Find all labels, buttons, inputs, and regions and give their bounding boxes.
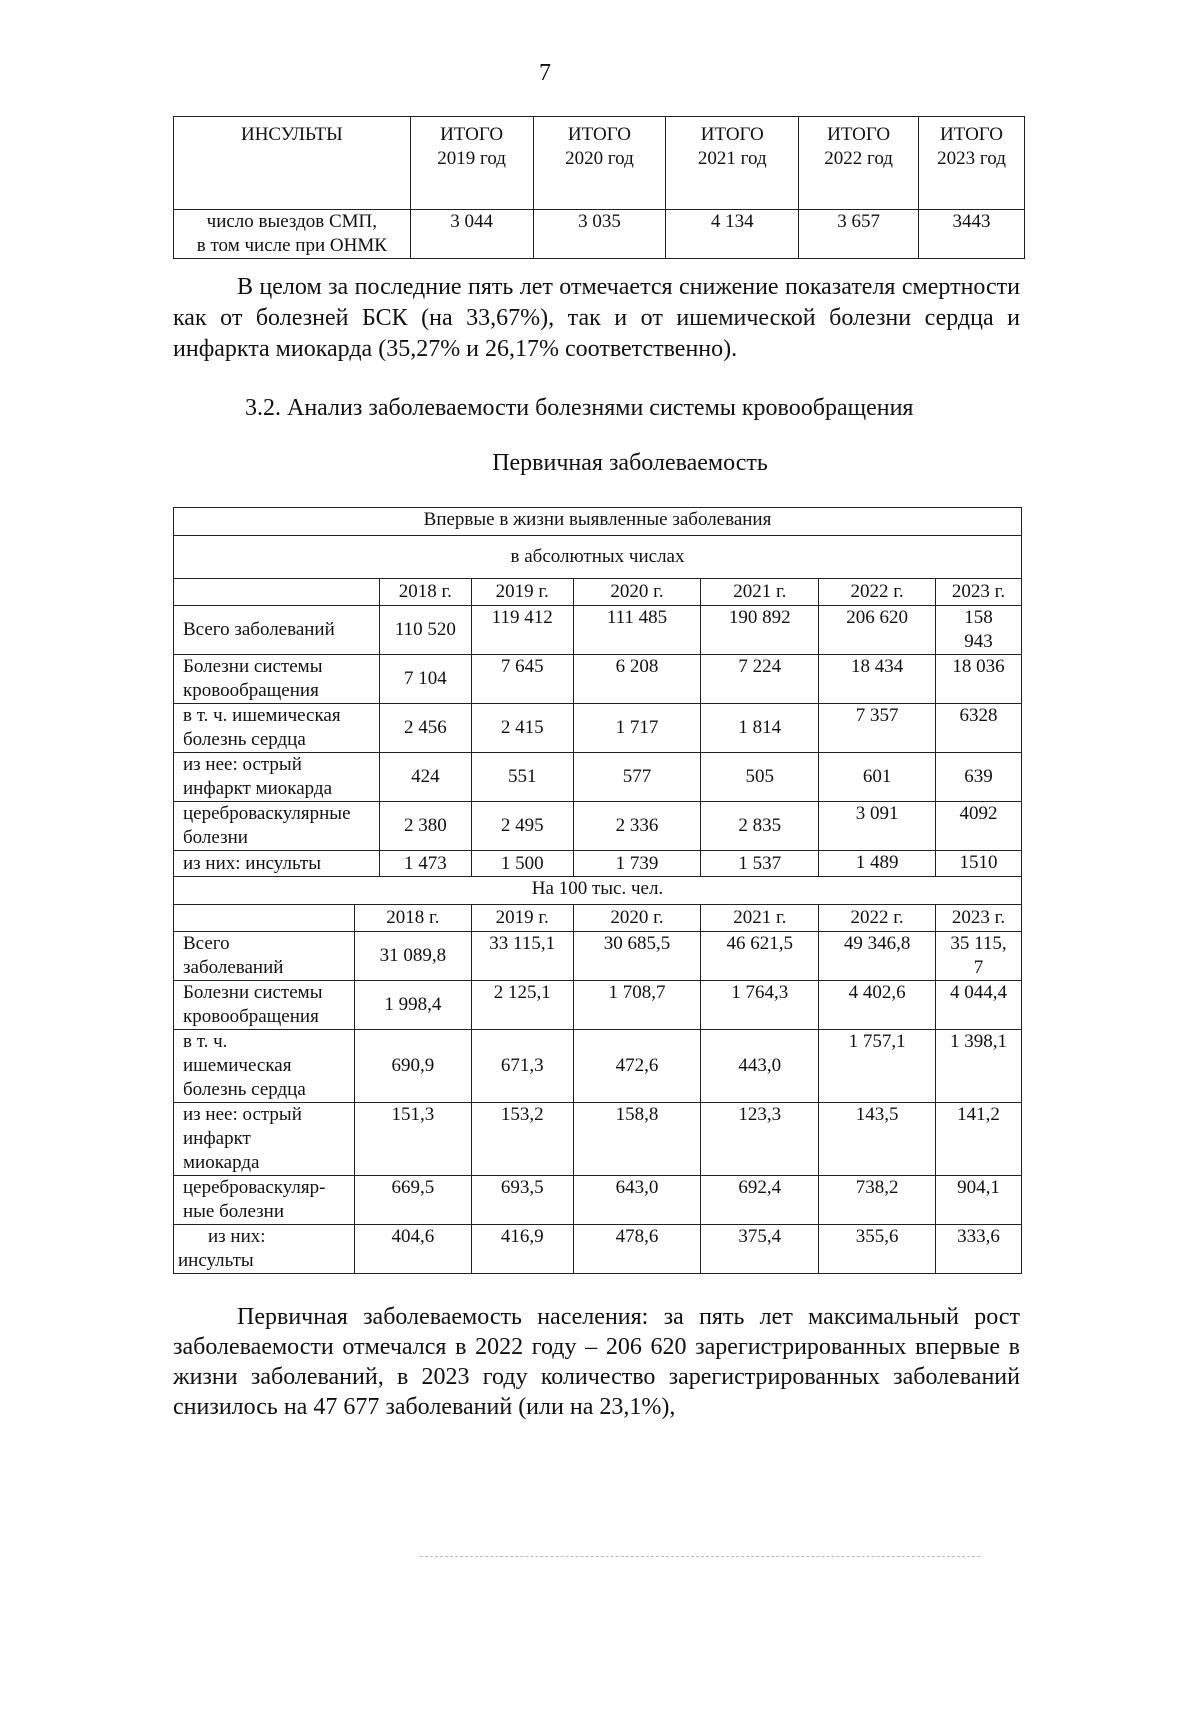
- table-row: [174, 655, 1022, 704]
- value-cell: 1 537: [701, 851, 819, 877]
- value-cell: 1 998,4: [354, 981, 471, 1030]
- table-row: [174, 1176, 1022, 1225]
- value-cell: 472,6: [573, 1030, 701, 1103]
- year-header: 2022 г.: [819, 579, 936, 606]
- value-cell: 2 835: [701, 802, 819, 851]
- table-row: [174, 704, 1022, 753]
- value-cell: 4 134: [666, 210, 799, 259]
- value-cell: 49 346,8: [819, 932, 936, 981]
- year-header: 2020 г.: [573, 905, 701, 932]
- table-row: [174, 753, 1022, 802]
- value-cell: 1 717: [573, 704, 701, 753]
- table-row: [174, 606, 1022, 655]
- value-cell: 110 520: [379, 606, 471, 655]
- primary-morbidity-table: [173, 507, 1022, 1274]
- year-header: 2021 г.: [701, 905, 819, 932]
- row-label: число выездов СМП, в том числе при ОНМК: [174, 210, 411, 259]
- value-cell: 18 036: [936, 655, 1022, 704]
- value-cell: 690,9: [354, 1030, 471, 1103]
- empty-cell: [174, 579, 380, 606]
- value-cell: 46 621,5: [701, 932, 819, 981]
- year-header: 2021 г.: [701, 579, 819, 606]
- value-cell: 3 035: [533, 210, 666, 259]
- value-cell: 33 115,1: [471, 932, 573, 981]
- value-cell: 206 620: [819, 606, 936, 655]
- year-header: 2020 г.: [573, 579, 701, 606]
- row-label: Болезни системы кровообращения: [174, 981, 355, 1030]
- value-cell: 375,4: [701, 1225, 819, 1274]
- year-header: 2019 г.: [471, 905, 573, 932]
- value-cell: 577: [573, 753, 701, 802]
- value-cell: 151,3: [354, 1103, 471, 1176]
- value-cell: 904,1: [936, 1176, 1022, 1225]
- subheading: Первичная заболеваемость: [492, 450, 768, 476]
- value-cell: 111 485: [573, 606, 701, 655]
- value-cell: 1 708,7: [573, 981, 701, 1030]
- value-cell: 2 125,1: [471, 981, 573, 1030]
- row-label: в т. ч. ишемическая болезнь сердца: [174, 1030, 355, 1103]
- value-cell: 119 412: [471, 606, 573, 655]
- row-label: из нее: острый инфаркт миокарда: [174, 753, 380, 802]
- value-cell: 7 224: [701, 655, 819, 704]
- value-cell: 669,5: [354, 1176, 471, 1225]
- paragraph-mortality: В целом за последние пять лет отмечается снижение показателя смертности как от болезней БСК (на 33,67%), так и от ишемической болезни сердца и инфаркта миокарда (35,27% и 26,17% соответственно).: [173, 274, 1020, 362]
- paragraph-primary-morbidity: Первичная заболеваемость населения: за пять лет максимальный рост заболеваемости отмечался в 2022 году – 206 620 зарегистрированных впервые в жизни заболеваний, в 2023 году количество зарегистрированных заболеваний снизилось на 47 677 заболеваний (или на 23,1%),: [173, 1304, 1020, 1420]
- value-cell: 2 495: [471, 802, 573, 851]
- value-cell: 123,3: [701, 1103, 819, 1176]
- table-row: [174, 851, 1022, 877]
- year-header: 2018 г.: [354, 905, 471, 932]
- value-cell: 333,6: [936, 1225, 1022, 1274]
- row-label: цереброваскуляр- ные болезни: [174, 1176, 355, 1225]
- value-cell: 158,8: [573, 1103, 701, 1176]
- value-cell: 738,2: [819, 1176, 936, 1225]
- value-cell: 190 892: [701, 606, 819, 655]
- value-cell: 692,4: [701, 1176, 819, 1225]
- table-row: [174, 1030, 1022, 1103]
- empty-cell: [174, 905, 355, 932]
- value-cell: 158 943: [936, 606, 1022, 655]
- row-label: из них: инсульты: [174, 1225, 355, 1274]
- year-header: 2023 г.: [936, 905, 1022, 932]
- value-cell: 1 500: [471, 851, 573, 877]
- value-cell: 4 044,4: [936, 981, 1022, 1030]
- year-header: 2022 г.: [819, 905, 936, 932]
- row-label: Всего заболеваний: [174, 932, 355, 981]
- rel-label: На 100 тыс. чел.: [174, 877, 1022, 905]
- table-row: [174, 802, 1022, 851]
- value-cell: 35 115, 7: [936, 932, 1022, 981]
- value-cell: 505: [701, 753, 819, 802]
- row-label: из них: инсульты: [174, 851, 380, 877]
- row-label: цереброваскулярные болезни: [174, 802, 380, 851]
- value-cell: 1510: [936, 851, 1022, 877]
- strokes-ems-table: [173, 116, 1025, 259]
- value-cell: 3443: [919, 210, 1025, 259]
- value-cell: 6 208: [573, 655, 701, 704]
- value-cell: 1 398,1: [936, 1030, 1022, 1103]
- value-cell: 1 814: [701, 704, 819, 753]
- value-cell: 3 091: [819, 802, 936, 851]
- value-cell: 355,6: [819, 1225, 936, 1274]
- row-label: Всего заболеваний: [174, 606, 380, 655]
- table-row: [174, 981, 1022, 1030]
- header-cell: ИНСУЛЬТЫ: [174, 117, 411, 210]
- header-cell: ИТОГО 2022 год: [799, 117, 919, 210]
- year-header: 2018 г.: [379, 579, 471, 606]
- value-cell: 643,0: [573, 1176, 701, 1225]
- value-cell: 31 089,8: [354, 932, 471, 981]
- value-cell: 18 434: [819, 655, 936, 704]
- value-cell: 601: [819, 753, 936, 802]
- value-cell: 3 044: [410, 210, 533, 259]
- table-title: Впервые в жизни выявленные заболевания: [174, 508, 1022, 536]
- value-cell: 1 757,1: [819, 1030, 936, 1103]
- value-cell: 1 489: [819, 851, 936, 877]
- value-cell: 4 402,6: [819, 981, 936, 1030]
- value-cell: 671,3: [471, 1030, 573, 1103]
- header-cell: ИТОГО 2023 год: [919, 117, 1025, 210]
- value-cell: 2 336: [573, 802, 701, 851]
- header-cell: ИТОГО 2019 год: [410, 117, 533, 210]
- value-cell: 693,5: [471, 1176, 573, 1225]
- table-row: [174, 932, 1022, 981]
- page-number: 7: [539, 60, 551, 86]
- value-cell: 1 473: [379, 851, 471, 877]
- value-cell: 143,5: [819, 1103, 936, 1176]
- value-cell: 639: [936, 753, 1022, 802]
- value-cell: 1 764,3: [701, 981, 819, 1030]
- value-cell: 7 645: [471, 655, 573, 704]
- value-cell: 30 685,5: [573, 932, 701, 981]
- value-cell: 3 657: [799, 210, 919, 259]
- row-label: из нее: острый инфаркт миокарда: [174, 1103, 355, 1176]
- abs-label: в абсолютных числах: [174, 536, 1022, 579]
- value-cell: 6328: [936, 704, 1022, 753]
- value-cell: 443,0: [701, 1030, 819, 1103]
- section-heading: 3.2. Анализ заболеваемости болезнями системы кровообращения: [245, 395, 914, 421]
- header-cell: ИТОГО 2020 год: [533, 117, 666, 210]
- table-row: [174, 1225, 1022, 1274]
- row-label: Болезни системы кровообращения: [174, 655, 380, 704]
- year-header: 2023 г.: [936, 579, 1022, 606]
- table-row: [174, 1103, 1022, 1176]
- value-cell: 551: [471, 753, 573, 802]
- value-cell: 141,2: [936, 1103, 1022, 1176]
- page-footer-line: [420, 1556, 980, 1559]
- value-cell: 153,2: [471, 1103, 573, 1176]
- value-cell: 7 357: [819, 704, 936, 753]
- header-cell: ИТОГО 2021 год: [666, 117, 799, 210]
- value-cell: 478,6: [573, 1225, 701, 1274]
- value-cell: 2 456: [379, 704, 471, 753]
- row-label: в т. ч. ишемическая болезнь сердца: [174, 704, 380, 753]
- value-cell: 2 380: [379, 802, 471, 851]
- value-cell: 4092: [936, 802, 1022, 851]
- value-cell: 2 415: [471, 704, 573, 753]
- value-cell: 7 104: [379, 655, 471, 704]
- value-cell: 424: [379, 753, 471, 802]
- value-cell: 416,9: [471, 1225, 573, 1274]
- value-cell: 1 739: [573, 851, 701, 877]
- year-header: 2019 г.: [471, 579, 573, 606]
- value-cell: 404,6: [354, 1225, 471, 1274]
